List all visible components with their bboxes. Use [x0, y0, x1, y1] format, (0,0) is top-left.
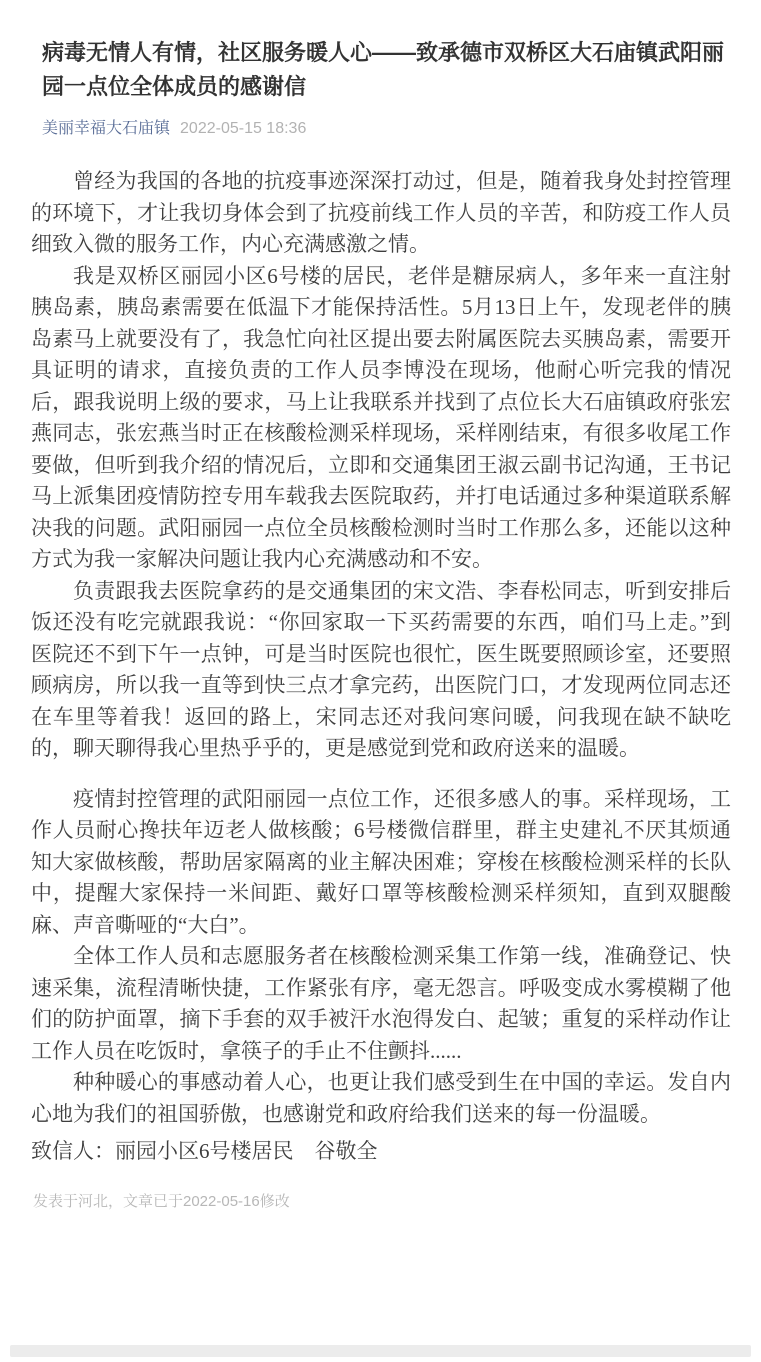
article-meta-row [42, 118, 731, 140]
article-body [31, 166, 731, 1130]
article-paragraph: 全体工作人员和志愿服务者在核酸检测采集工作第一线，准确登记、快速采集，流程清晰快捷，工作紧张有序，毫无怨言。呼吸变成水雾模糊了他们的防护面罩，摘下手套的双手被汗水泡得发白、起皱；重复的采样动作让工作人员在吃饭时，拿筷子的手止不住颤抖...... [31, 944, 731, 1063]
article-paragraph: 负责跟我去医院拿药的是交通集团的宋文浩、李春松同志，听到安排后饭还没有吃完就跟我说：“你回家取一下买药需要的东西，咱们马上走。”到医院还不到下午一点钟，可是当时医院也很忙，医生既要照顾诊室，还要照顾病房，所以我一直等到快三点才拿完药，出医院门口，才发现两位同志还在车里等着我！返回的路上，宋同志还对我问寒问暖，问我现在缺不缺吃的，聊天聊得我心里热乎乎的，更是感觉到党和政府送来的温暖。 [31, 578, 731, 760]
article-paragraph: 疫情封控管理的武阳丽园一点位工作，还很多感人的事。采样现场，工作人员耐心搀扶年迈老人做核酸；6号楼微信群里，群主史建礼不厌其烦通知大家做核酸，帮助居家隔离的业主解决困难；穿梭在核酸检测采样的长队中，提醒大家保持一米间距、戴好口罩等核酸检测采样须知，直到双腿酸麻、声音嘶哑的“大白”。 [31, 786, 731, 937]
article-title: 病毒无情人有情，社区服务暖人心——致承德市双桥区大石庙镇武阳丽园一点位全体成员的感谢信 [42, 40, 725, 99]
article-paragraph: 我是双桥区丽园小区6号楼的居民，老伴是糖尿病人，多年来一直注射胰岛素，胰岛素需要在低温下才能保持活性。5月13日上午，发现老伴的胰岛素马上就要没有了，我急忙向社区提出要去附属医院去买胰岛素，需要开具证明的请求，直接负责的工作人员李博没在现场，他耐心听完我的情况后，跟我说明上级的要求，马上让我联系并找到了点位长大石庙镇政府张宏燕同志，张宏燕当时正在核酸检测采样现场，采样刚结束，有很多收尾工作要做，但听到我介绍的情况后，立即和交通集团王淑云副书记沟通，王书记马上派集团疫情防控专用车载我去医院取药，并打电话通过多种渠道联系解决我的问题。武阳丽园一点位全员核酸检测时当时工作那么多，还能以这种方式为我一家解决问题让我内心充满感动和不安。 [31, 263, 731, 571]
footer-note: 发表于河北，文章已于2022-05-16修改 [33, 1192, 290, 1210]
publish-time: 2022-05-15 18:36 [180, 120, 307, 137]
article-paragraph: 曾经为我国的各地的抗疫事迹深深打动过，但是，随着我身处封控管理的环境下，才让我切身体会到了抗疫前线工作人员的辛苦，和防疫工作人员细致入微的服务工作，内心充满感激之情。 [31, 169, 731, 256]
author-account-link[interactable]: 美丽幸福大石庙镇 [42, 120, 171, 137]
signoff-line: 致信人：丽园小区6号楼居民 谷敬全 [31, 1139, 378, 1163]
bottom-divider-bar [10, 1345, 751, 1357]
article-paragraph: 种种暖心的事感动着人心，也更让我们感受到生在中国的幸运。发自内心地为我们的祖国骄傲，也感谢党和政府给我们送来的每一份温暖。 [31, 1070, 731, 1126]
